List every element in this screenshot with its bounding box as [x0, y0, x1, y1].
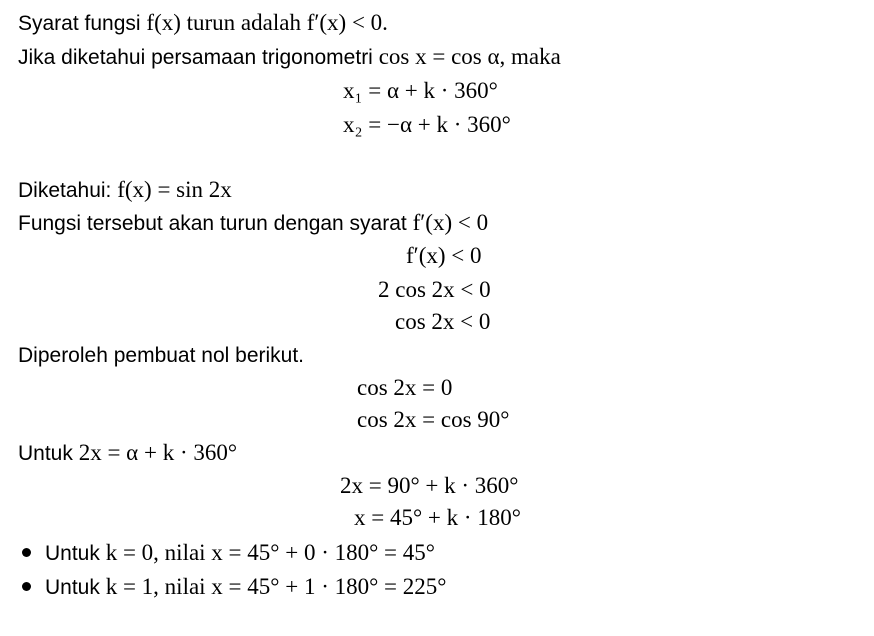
- solve-step-2: x = 45° + k · 180°: [354, 505, 521, 530]
- bullet-icon: [22, 548, 31, 557]
- bullet-k1: Untuk k = 1, nilai x = 45° + 1 · 180° = 225°: [45, 574, 447, 599]
- formula-x1: x₁ = α + k · 360°: [343, 78, 498, 103]
- bullet-k0: Untuk k = 0, nilai x = 45° + 0 · 180° = 45°: [45, 540, 435, 565]
- line-case-general: Untuk 2x = α + k · 360°: [18, 440, 238, 465]
- step-2cos: 2 cos 2x < 0: [378, 277, 491, 302]
- line-condition: Syarat fungsi f(x) turun adalah f′(x) < 0.: [18, 10, 388, 35]
- formula-x2: x₂ = −α + k · 360°: [343, 112, 511, 137]
- solve-step-1: 2x = 90° + k · 360°: [340, 473, 519, 498]
- line-decreasing-condition: Fungsi tersebut akan turun dengan syarat f′(x) < 0: [18, 210, 489, 235]
- line-zeros-intro: Diperoleh pembuat nol berikut.: [18, 344, 305, 367]
- step-derivative: f′(x) < 0: [406, 243, 482, 268]
- bullet-icon: [22, 582, 31, 591]
- line-given: Diketahui: f(x) = sin 2x: [18, 177, 232, 202]
- zero-eq-1: cos 2x = 0: [357, 375, 453, 400]
- zero-eq-2: cos 2x = cos 90°: [357, 407, 510, 432]
- line-trig-equation: Jika diketahui persamaan trigonometri cos x = cos α, maka: [18, 44, 561, 69]
- step-cos: cos 2x < 0: [395, 309, 491, 334]
